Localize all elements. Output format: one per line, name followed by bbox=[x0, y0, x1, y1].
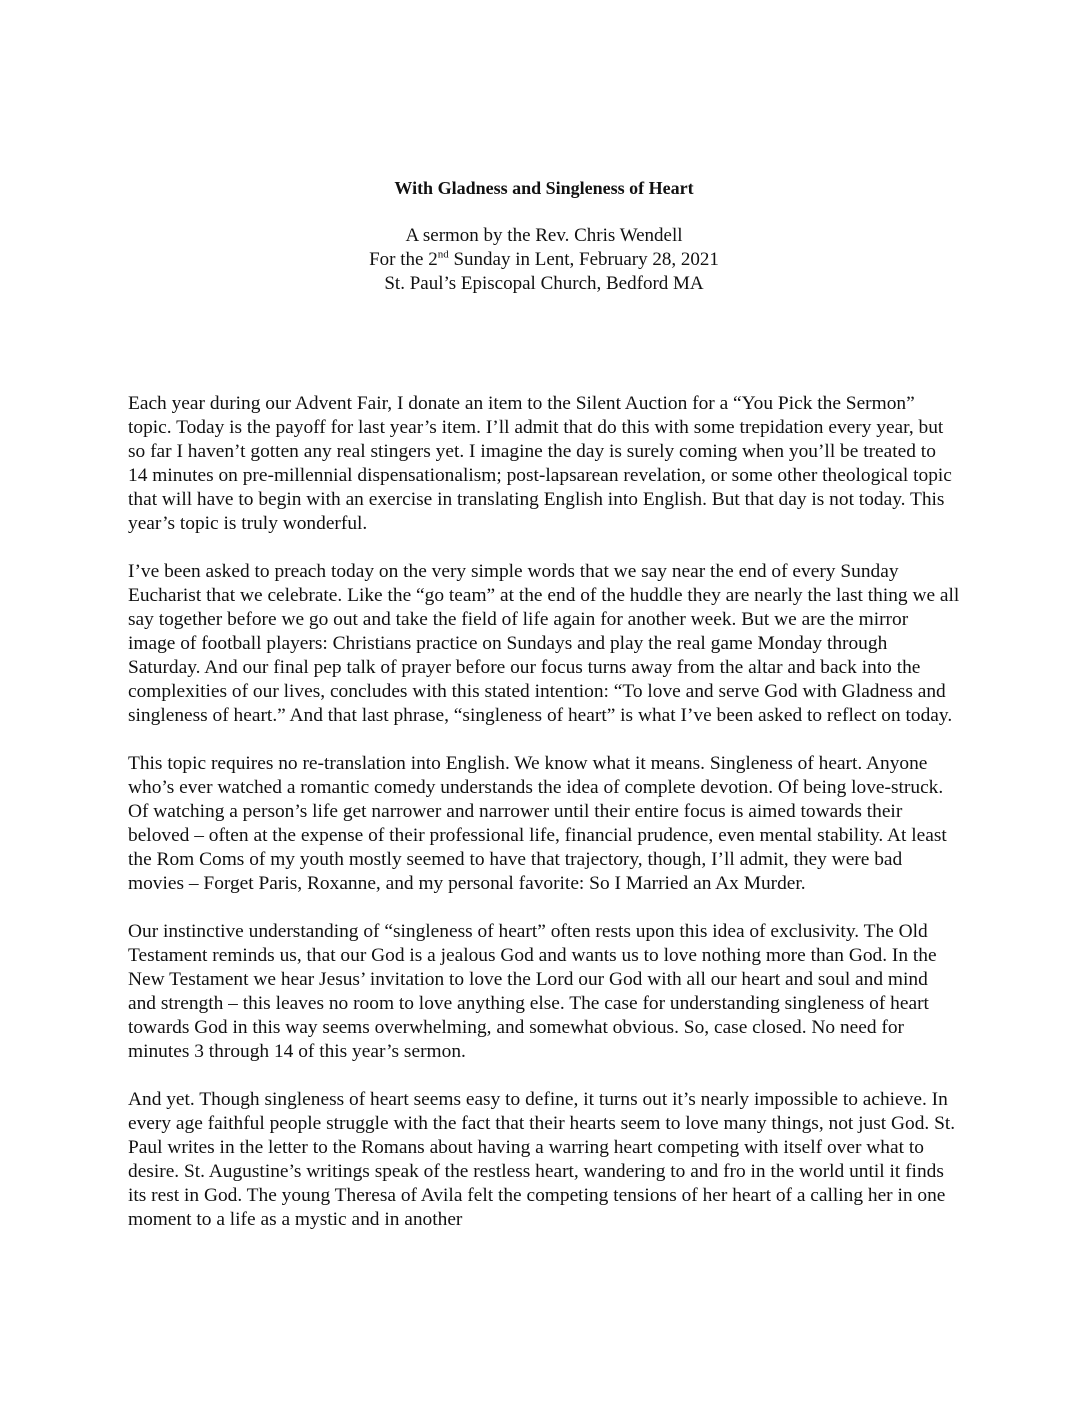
byline-church: St. Paul’s Episcopal Church, Bedford MA bbox=[384, 273, 704, 294]
byline-date-prefix: For the 2 bbox=[369, 249, 438, 270]
sermon-body bbox=[128, 392, 960, 1256]
paragraph: This topic requires no re-translation into English. We know what it means. Singleness of heart. Anyone who’s ever watched a romantic comedy understands the idea of complete devotion. Of being love-struck. Of watching a person’s life get narrower and narrower until their entire focus is aimed towards their beloved – often at the expense of their professional life, financial prudence, even mental stability. At least the Rom Coms of my youth mostly seemed to have that trajectory, though, I’ll admit, they were bad movies – Forget Paris, Roxanne, and my personal favorite: So I Married an Ax Murder. bbox=[128, 753, 947, 894]
byline-author: A sermon by the Rev. Chris Wendell bbox=[405, 225, 683, 246]
byline-date-ordinal: nd bbox=[437, 248, 449, 261]
paragraph: I’ve been asked to preach today on the very simple words that we say near the end of every Sunday Eucharist that we celebrate. Like the “go team” at the end of the huddle they are nearly the last thing we all say together before we go out and take the field of life again for another week. But we are the mirror image of football players: Christians practice on Sundays and play the real game Monday through Saturday. And our final pep talk of prayer before our focus turns away from the altar and back into the complexities of our lives, concludes with this stated intention: “To love and serve God with Gladness and singleness of heart.” And that last phrase, “singleness of heart” is what I’ve been asked to reflect on today. bbox=[128, 561, 960, 726]
paragraph: Each year during our Advent Fair, I donate an item to the Silent Auction for a “You Pick the Sermon” topic. Today is the payoff for last year’s item. I’ll admit that do this with some trepidation every year, but so far I haven’t gotten any real stingers yet. I imagine the day is surely coming when you’ll be treated to 14 minutes on pre-millennial dispensationalism; post-lapsarean revelation, or some other theological topic that will have to begin with an exercise in translating English into English. But that day is not today. This year’s topic is truly wonderful. bbox=[128, 393, 952, 534]
paragraph: Our instinctive understanding of “singleness of heart” often rests upon this idea of exclusivity. The Old Testament reminds us, that our God is a jealous God and wants us to love nothing more than God. In the New Testament we hear Jesus’ invitation to love the Lord our God with all our heart and soul and mind and strength – this leaves no room to love anything else. The case for understanding singleness of heart towards God in this way seems overwhelming, and somewhat obvious. So, case closed. No need for minutes 3 through 14 of this year’s sermon. bbox=[128, 921, 937, 1062]
byline bbox=[0, 224, 1088, 296]
document-title: With Gladness and Singleness of Heart bbox=[394, 178, 694, 198]
paragraph: And yet. Though singleness of heart seems easy to define, it turns out it’s nearly impossible to achieve. In every age faithful people struggle with the fact that their hearts seem to love many things, not just God. St. Paul writes in the letter to the Romans about having a warring heart competing with itself over what to desire. St. Augustine’s writings speak of the restless heart, wandering to and fro in the world until it finds its rest in God. The young Theresa of Avila felt the competing tensions of her heart of a calling her in one moment to a life as a mystic and in another bbox=[128, 1089, 956, 1230]
byline-date bbox=[0, 248, 1088, 272]
byline-date-suffix: Sunday in Lent, February 28, 2021 bbox=[448, 249, 719, 270]
